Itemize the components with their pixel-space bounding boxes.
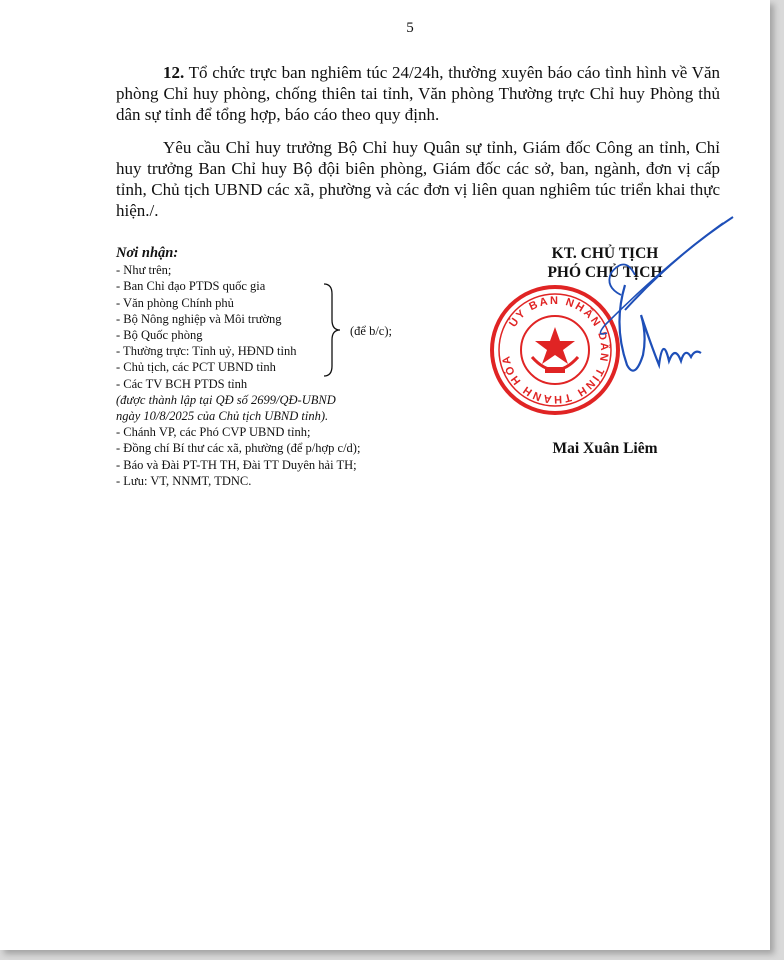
- recipient-line: - Bộ Quốc phòng: [116, 328, 203, 343]
- recipient-line: - Chánh VP, các Phó CVP UBND tỉnh;: [116, 425, 311, 440]
- brace-icon: [318, 282, 348, 378]
- recipient-line: - Lưu: VT, NNMT, TDNC.: [116, 473, 252, 488]
- signer-title-line1: KT. CHỦ TỊCH: [551, 245, 659, 262]
- recipients-title: Nơi nhận:: [116, 245, 179, 261]
- signer-title-line2: PHÓ CHỦ TỊCH: [547, 264, 663, 281]
- recipient-line: - Các TV BCH PTDS tỉnh: [116, 376, 248, 391]
- recipient-line: - Báo và Đài PT-TH TH, Đài TT Duyên hải TH;: [116, 457, 357, 472]
- recipient-line: - Văn phòng Chính phủ: [116, 295, 234, 310]
- handwritten-signature-icon: [555, 215, 735, 390]
- item-number: 12.: [163, 63, 185, 82]
- recipient-line: - Đồng chí Bí thư các xã, phường (để p/hợp c/d);: [116, 441, 361, 456]
- paragraph-request: [116, 137, 720, 221]
- brace-label: (để b/c);: [350, 324, 392, 338]
- recipient-note: ngày 10/8/2025 của Chủ tịch UBND tỉnh).: [116, 409, 329, 424]
- recipient-line: - Ban Chỉ đạo PTDS quốc gia: [116, 279, 266, 294]
- body-text: [116, 62, 720, 233]
- recipient-line: - Như trên;: [116, 263, 172, 278]
- recipient-line: - Thường trực: Tỉnh uỷ, HĐND tỉnh: [116, 344, 297, 359]
- paragraph-12: [116, 62, 720, 125]
- recipients-block: [116, 245, 416, 489]
- page-number: 5: [406, 20, 414, 36]
- signer-name: Mai Xuân Liêm: [552, 440, 658, 457]
- seal-text: ỦY BAN NHÂN DÂN TỈNH THANH HÓA: [500, 294, 611, 406]
- recipient-line: - Bộ Nông nghiệp và Môi trường: [116, 311, 282, 326]
- recipient-note: (được thành lập tại QĐ số 2699/QĐ-UBND: [116, 392, 336, 407]
- paragraph-request-text: Yêu cầu Chỉ huy trưởng Bộ Chỉ huy Quân sự tỉnh, Giám đốc Công an tỉnh, Chỉ huy trưởng Ban Chỉ huy Bộ đội biên phòng, Giám đốc các sở, ban, ngành, đơn vị cấp tỉnh, Chủ tịch UBND các xã, phường và các đơn vị liên quan nghiêm túc triển khai thực hiện./.: [116, 138, 720, 220]
- recipient-line: - Chủ tịch, các PCT UBND tỉnh: [116, 360, 276, 375]
- paragraph-12-text: Tổ chức trực ban nghiêm túc 24/24h, thường xuyên báo cáo tình hình về Văn phòng Chỉ huy phòng, chống thiên tai tỉnh, Văn phòng Thường trực Chỉ huy Phòng thủ dân sự tỉnh để tổng hợp, báo cáo theo quy định.: [116, 63, 720, 124]
